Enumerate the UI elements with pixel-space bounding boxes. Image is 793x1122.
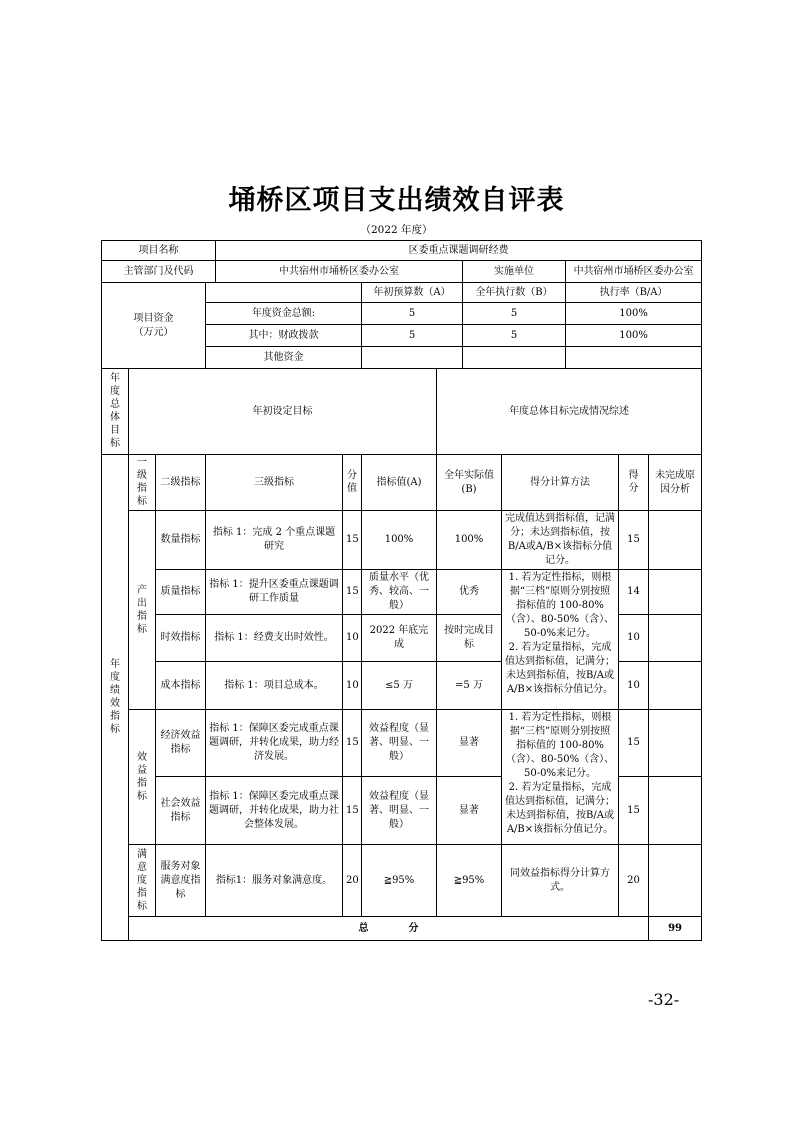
header-method: 得分计算方法 (502, 455, 619, 511)
method-merged-benefit: 1. 若为定性指标，则根据“三档”原则分别按照指标值的 100-80%（含）、80-50%（含）、50-0%来记分。 2. 若为定量指标，完成值达到指标值，记满分；未达到指标值，按B/A或A/B×该指标分值记分。 (502, 710, 619, 845)
reason-cell (649, 570, 702, 615)
level2-cell: 经济效益指标 (156, 710, 206, 777)
level2-cell: 成本指标 (156, 662, 206, 710)
page-number: -32- (648, 990, 680, 1009)
reason-cell (649, 511, 702, 570)
level2-cell: 质量指标 (156, 570, 206, 615)
method-merged-output: 1. 若为定性指标，则根据“三档”原则分别按照指标值的 100-80%（含）、80-50%（含）、50-0%来记分。 2. 若为定量指标，完成值达到指标值，记满分；未达到指标值，按B/A或A/B×该指标分值记分。 (502, 570, 619, 710)
funds-row-budget: 5 (362, 303, 463, 325)
header-reason: 未完成原因分析 (649, 455, 702, 511)
got-cell: 10 (619, 615, 649, 662)
method-cell: 完成值达到指标值，记满分；未达到指标值，按B/A或A/B×该指标分值记分。 (502, 511, 619, 570)
project-name: 区委重点课题调研经费 (216, 241, 702, 261)
actual-cell: =5 万 (437, 662, 502, 710)
actual-cell: 按时完成目标 (437, 615, 502, 662)
indicators-label: 年度绩效指标 (102, 455, 129, 941)
funds-row-rate: 100% (566, 325, 702, 347)
header-target: 指标值(A) (362, 455, 437, 511)
funds-row-name: 年度资金总额: (206, 303, 362, 325)
target-cell: 100% (362, 511, 437, 570)
total-value: 99 (649, 917, 702, 941)
impl-value: 中共宿州市埇桥区委办公室 (566, 261, 702, 283)
got-cell: 14 (619, 570, 649, 615)
funds-row-budget (362, 347, 463, 369)
evaluation-table (101, 240, 702, 941)
level2-cell: 服务对象满意度指标 (156, 845, 206, 917)
level3-cell: 指标 1：保障区委完成重点课题调研，并转化成果，助力经济发展。 (206, 710, 343, 777)
funds-row-budget: 5 (362, 325, 463, 347)
reason-cell (649, 662, 702, 710)
funds-row-rate: 100% (566, 303, 702, 325)
method-cell: 同效益指标得分计算方式。 (502, 845, 619, 917)
funds-row-exec: 5 (463, 325, 566, 347)
score-cell: 15 (343, 570, 362, 615)
level3-cell: 指标 1：经费支出时效性。 (206, 615, 343, 662)
target-cell: ≤5 万 (362, 662, 437, 710)
page-title: 埇桥区项目支出绩效自评表 (228, 185, 565, 216)
actual-cell: 显著 (437, 710, 502, 777)
header-score: 分值 (343, 455, 362, 511)
reason-cell (649, 845, 702, 917)
actual-cell: 优秀 (437, 570, 502, 615)
funds-row-name: 其中：财政拨款 (206, 325, 362, 347)
header-level3: 三级指标 (206, 455, 343, 511)
score-cell: 15 (343, 710, 362, 777)
dept-label: 主管部门及代码 (102, 261, 216, 283)
got-cell: 15 (619, 511, 649, 570)
got-cell: 15 (619, 710, 649, 777)
funds-col-exec: 全年执行数（B） (463, 283, 566, 303)
reason-cell (649, 710, 702, 777)
goals-summary: 年度总体目标完成情况综述 (437, 369, 702, 455)
total-label: 总 分 (129, 917, 649, 941)
level3-cell: 指标 1：提升区委重点课题调研工作质量 (206, 570, 343, 615)
impl-label: 实施单位 (463, 261, 566, 283)
goals-initial: 年初设定目标 (129, 369, 437, 455)
reason-cell (649, 777, 702, 845)
got-cell: 20 (619, 845, 649, 917)
header-actual: 全年实际值(B) (437, 455, 502, 511)
funds-col-rate: 执行率（B/A） (566, 283, 702, 303)
level2-cell: 时效指标 (156, 615, 206, 662)
score-cell: 15 (343, 777, 362, 845)
funds-row-name: 其他资金 (206, 347, 362, 369)
header-level2: 二级指标 (156, 455, 206, 511)
level2-cell: 社会效益指标 (156, 777, 206, 845)
reason-cell (649, 615, 702, 662)
level3-cell: 指标1：服务对象满意度。 (206, 845, 343, 917)
score-cell: 15 (343, 511, 362, 570)
funds-blank-header (206, 283, 362, 303)
project-name-label: 项目名称 (102, 241, 216, 261)
target-cell: ≧95% (362, 845, 437, 917)
target-cell: 质量水平（优秀、较高、一般） (362, 570, 437, 615)
level3-cell: 指标 1：项目总成本。 (206, 662, 343, 710)
actual-cell: 显著 (437, 777, 502, 845)
target-cell: 2022 年底完成 (362, 615, 437, 662)
funds-row-rate (566, 347, 702, 369)
satisfaction-label: 满意度指标 (129, 845, 156, 917)
output-label: 产出指标 (129, 511, 156, 710)
header-got: 得分 (619, 455, 649, 511)
funds-col-budget: 年初预算数（A） (362, 283, 463, 303)
score-cell: 10 (343, 615, 362, 662)
got-cell: 10 (619, 662, 649, 710)
target-cell: 效益程度（显著、明显、一般） (362, 777, 437, 845)
dept-value: 中共宿州市埇桥区委办公室 (216, 261, 463, 283)
level3-cell: 指标 1：保障区委完成重点课题调研，并转化成果，助力社会整体发展。 (206, 777, 343, 845)
benefit-label: 效益指标 (129, 710, 156, 845)
header-level1: 一级指标 (129, 455, 156, 511)
year-caption: （2022 年度） (360, 224, 433, 236)
level3-cell: 指标 1：完成 2 个重点课题研究 (206, 511, 343, 570)
score-cell: 10 (343, 662, 362, 710)
funds-label: 项目资金 （万元） (102, 283, 206, 369)
score-cell: 20 (343, 845, 362, 917)
level2-cell: 数量指标 (156, 511, 206, 570)
actual-cell: 100% (437, 511, 502, 570)
goals-label: 年度总体目标 (102, 369, 129, 455)
actual-cell: ≧95% (437, 845, 502, 917)
funds-row-exec (463, 347, 566, 369)
funds-row-exec: 5 (463, 303, 566, 325)
target-cell: 效益程度（显著、明显、一般） (362, 710, 437, 777)
got-cell: 15 (619, 777, 649, 845)
